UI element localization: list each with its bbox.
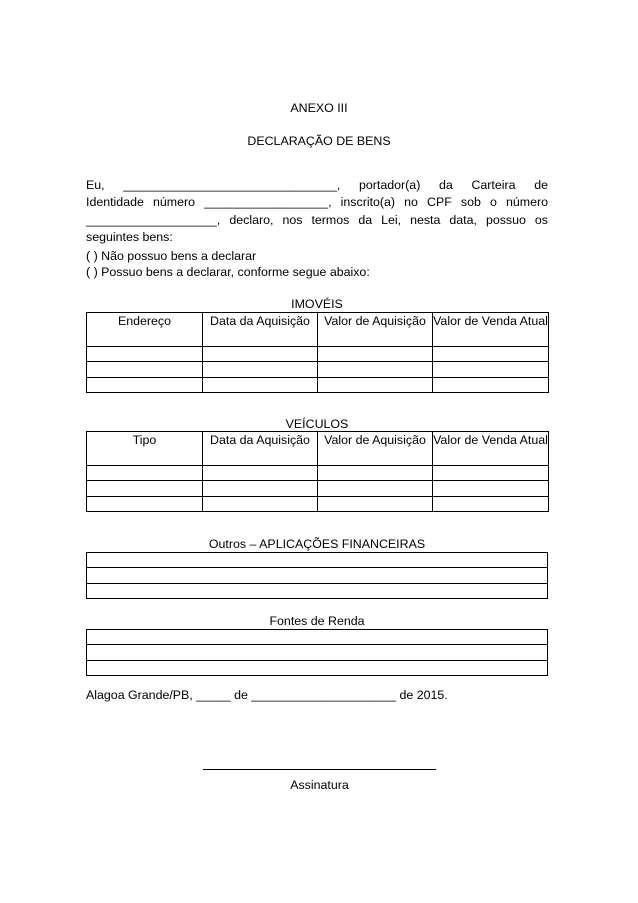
empty-cell[interactable] <box>318 496 433 511</box>
column-header-current-value: Valor de Venda Atual <box>433 432 549 466</box>
empty-cell[interactable] <box>433 347 549 362</box>
empty-cell[interactable] <box>87 553 548 568</box>
empty-cell[interactable] <box>87 496 203 511</box>
empty-cell[interactable] <box>433 481 549 496</box>
empty-cell[interactable] <box>87 630 548 645</box>
empty-cell[interactable] <box>318 481 433 496</box>
empty-cell[interactable] <box>87 466 203 481</box>
imoveis-table <box>86 312 549 393</box>
veiculos-table <box>86 431 549 512</box>
fontes-table <box>86 629 548 676</box>
column-header-address: Endereço <box>87 313 203 347</box>
table-row <box>87 481 549 496</box>
empty-cell[interactable] <box>433 362 549 377</box>
column-header-acquisition-date: Data da Aquisição <box>203 432 318 466</box>
column-header-acquisition-value: Valor de Aquisição <box>318 432 433 466</box>
table-row <box>87 660 548 675</box>
table-header-row <box>87 313 549 347</box>
empty-cell[interactable] <box>87 645 548 660</box>
table-row <box>87 377 549 392</box>
column-header-acquisition-value: Valor de Aquisição <box>318 313 433 347</box>
table-header-row <box>87 432 549 466</box>
empty-cell[interactable] <box>203 362 318 377</box>
declaration-line: Identidade número __________________, inscrito(a) no CPF sob o número <box>86 195 548 210</box>
empty-cell[interactable] <box>87 481 203 496</box>
empty-cell[interactable] <box>318 347 433 362</box>
empty-cell[interactable] <box>203 347 318 362</box>
empty-cell[interactable] <box>203 481 318 496</box>
table-row <box>87 466 549 481</box>
table-row <box>87 362 549 377</box>
empty-cell[interactable] <box>203 496 318 511</box>
column-header-type: Tipo <box>87 432 203 466</box>
fontes-title: Fontes de Renda <box>269 614 365 628</box>
empty-cell[interactable] <box>433 466 549 481</box>
annex-title: ANEXO III <box>290 101 348 115</box>
place-date-line: Alagoa Grande/PB, _____ de _____________________ de 2015. <box>86 688 448 702</box>
imoveis-title: IMOVÉIS <box>291 297 343 311</box>
column-header-current-value: Valor de Venda Atual <box>433 313 549 347</box>
signature-label: Assinatura <box>290 778 349 792</box>
outros-table <box>86 552 548 599</box>
empty-cell[interactable] <box>318 466 433 481</box>
empty-cell[interactable] <box>87 568 548 583</box>
empty-cell[interactable] <box>433 377 549 392</box>
declaration-paragraph <box>86 177 548 247</box>
empty-cell[interactable] <box>87 660 548 675</box>
empty-cell[interactable] <box>318 362 433 377</box>
table-row <box>87 568 548 583</box>
signature-line <box>203 769 436 770</box>
table-row <box>87 630 548 645</box>
table-row <box>87 645 548 660</box>
empty-cell[interactable] <box>87 347 203 362</box>
option-has-assets: ( ) Possuo bens a declarar, conforme segue abaixo: <box>86 265 370 279</box>
option-no-assets: ( ) Não possuo bens a declarar <box>86 249 257 263</box>
empty-cell[interactable] <box>433 496 549 511</box>
empty-cell[interactable] <box>87 362 203 377</box>
empty-cell[interactable] <box>203 466 318 481</box>
declaration-line: ___________________, declaro, nos termos da Lei, nesta data, possuo os <box>86 212 548 227</box>
empty-cell[interactable] <box>87 377 203 392</box>
empty-cell[interactable] <box>318 377 433 392</box>
declaration-line: seguintes bens: <box>86 230 173 245</box>
empty-cell[interactable] <box>203 377 318 392</box>
empty-cell[interactable] <box>87 583 548 598</box>
outros-title: Outros – APLICAÇÕES FINANCEIRAS <box>208 537 426 551</box>
table-row <box>87 496 549 511</box>
document-title: DECLARAÇÃO DE BENS <box>247 134 391 148</box>
declaration-line: Eu, _______________________________, portador(a) da Carteira de <box>86 178 548 192</box>
column-header-acquisition-date: Data da Aquisição <box>203 313 318 347</box>
veiculos-title: VEÍCULOS <box>285 417 349 431</box>
table-row <box>87 583 548 598</box>
table-row <box>87 553 548 568</box>
table-row <box>87 347 549 362</box>
